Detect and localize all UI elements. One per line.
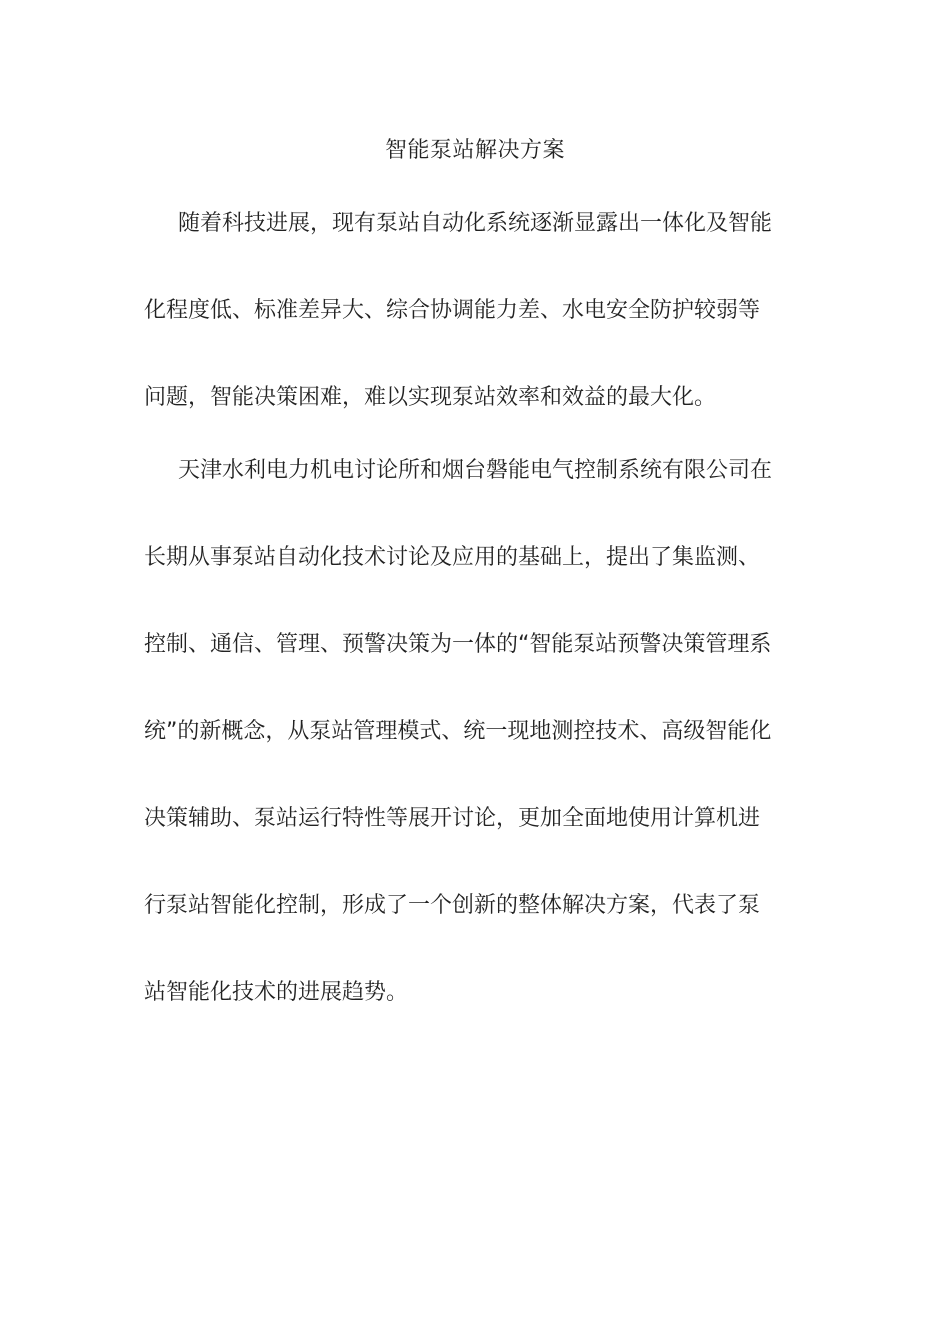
paragraph-2-line-4: 统”的新概念，从泵站管理模式、统一现地测控技术、高级智能化 [144,719,772,744]
paragraph-2-line-1: 天津水利电力机电讨论所和烟台磐能电气控制系统有限公司在 [178,458,773,483]
paragraph-2-line-6: 行泵站智能化控制，形成了一个创新的整体解决方案，代表了泵 [144,893,761,918]
paragraph-2-line-2: 长期从事泵站自动化技术讨论及应用的基础上，提出了集监测、 [144,545,761,570]
paragraph-1-line-1: 随着科技进展，现有泵站自动化系统逐渐显露出一体化及智能 [178,211,773,236]
paragraph-2-line-7: 站智能化技术的进展趋势。 [144,980,409,1005]
paragraph-2-line-3: 控制、通信、管理、预警决策为一体的“智能泵站预警决策管理系 [144,632,772,657]
paragraph-2-line-5: 决策辅助、泵站运行特性等展开讨论，更加全面地使用计算机进 [144,806,761,831]
paragraph-1-line-2: 化程度低、标准差异大、综合协调能力差、水电安全防护较弱等 [144,298,761,323]
paragraph-1-line-3: 问题，智能决策困难，难以实现泵站效率和效益的最大化。 [144,385,717,410]
document-title: 智能泵站解决方案 [384,138,565,163]
